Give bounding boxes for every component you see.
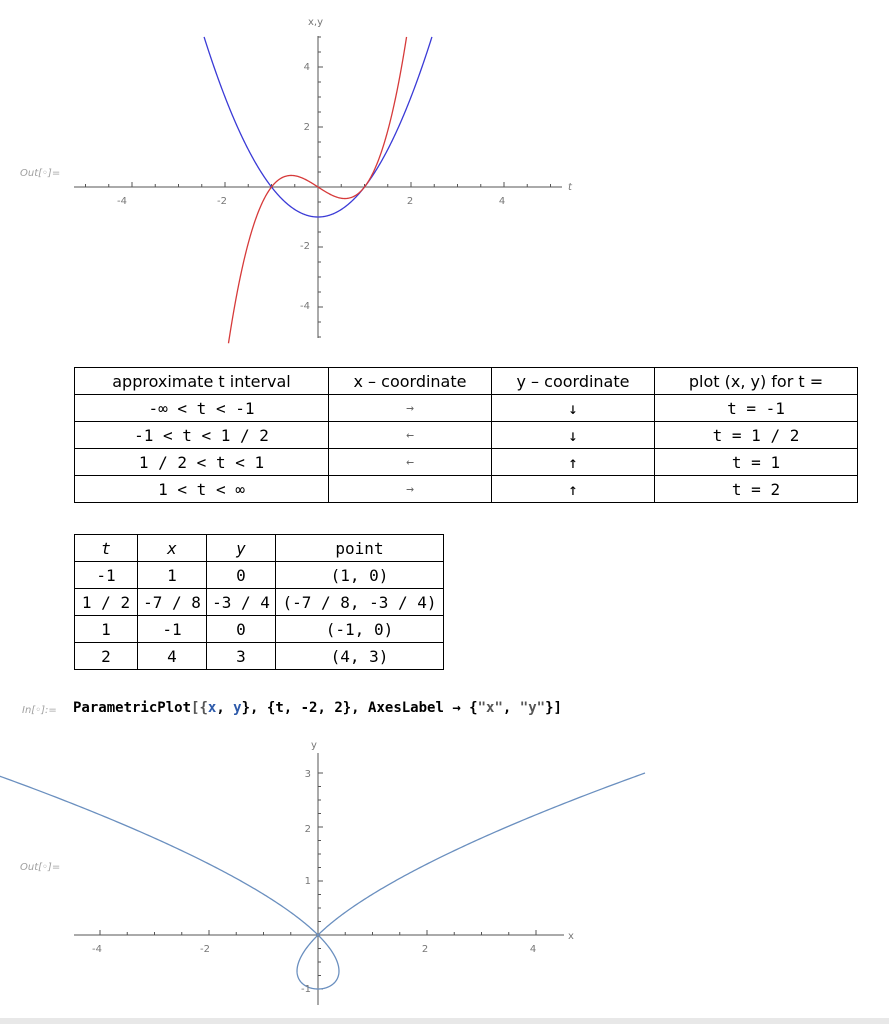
- table-cell: -1: [138, 616, 207, 643]
- code-string: "y": [519, 700, 546, 716]
- table-cell: 0: [207, 562, 276, 589]
- header-cell: approximate t interval: [75, 368, 329, 395]
- code-token: ,: [216, 700, 234, 716]
- table-row: [75, 422, 858, 449]
- table-cell: 1 / 2 < t < 1: [75, 449, 329, 476]
- plot-1-axis-label-xy: x,y: [308, 17, 324, 28]
- table-cell: →: [329, 476, 492, 503]
- header-cell: y – coordinate: [492, 368, 655, 395]
- points-table: [74, 534, 444, 670]
- table-cell: -1 < t < 1 / 2: [75, 422, 329, 449]
- table-cell: ↑: [492, 476, 655, 503]
- plot-1-axis-label-t: t: [568, 182, 572, 193]
- points-table-header: [75, 535, 444, 562]
- plot-1-ytick-label: -2: [300, 241, 310, 252]
- table-cell: ↓: [492, 395, 655, 422]
- table-row: [75, 449, 858, 476]
- plot-2-xtick-label: -4: [92, 944, 102, 955]
- code-token: }, {t, -2, 2}, AxesLabel → {: [241, 700, 478, 716]
- code-var-y: y: [233, 700, 242, 716]
- table-row: [75, 643, 444, 670]
- plot-2-ytick-label: 2: [304, 824, 311, 835]
- table-cell: 1 < t < ∞: [75, 476, 329, 503]
- input-code-cell[interactable]: [73, 700, 562, 716]
- plot-1-xtick-label: -4: [117, 196, 127, 207]
- plot-2-xtick-label: 4: [529, 944, 537, 955]
- table-row: [75, 476, 858, 503]
- direction-table-header: [75, 368, 858, 395]
- table-row: [75, 562, 444, 589]
- table-cell: 4: [138, 643, 207, 670]
- table-cell: →: [329, 395, 492, 422]
- table-cell: 3: [207, 643, 276, 670]
- code-token: }]: [545, 700, 562, 716]
- code-var-x: x: [207, 700, 217, 716]
- table-cell: 0: [207, 616, 276, 643]
- table-cell: 2: [75, 643, 138, 670]
- plot-2-xtick-label: -2: [200, 944, 210, 955]
- plot-1-ytick-label: 4: [303, 62, 310, 73]
- plot-2-axis-label-x: x: [568, 931, 574, 942]
- table-cell: t = 1 / 2: [655, 422, 858, 449]
- plot-1-xtick-label: 4: [498, 196, 506, 207]
- table-cell: ↓: [492, 422, 655, 449]
- table-cell: (1, 0): [276, 562, 444, 589]
- table-cell: t = -1: [655, 395, 858, 422]
- table-row: [75, 616, 444, 643]
- plot-1-xtick-label: -2: [217, 196, 227, 207]
- plot-1-ytick-label: -4: [300, 301, 310, 312]
- header-cell: t: [75, 535, 138, 562]
- table-cell: -1: [75, 562, 138, 589]
- header-cell: x – coordinate: [329, 368, 492, 395]
- table-cell: (-1, 0): [276, 616, 444, 643]
- code-function: ParametricPlot: [73, 700, 192, 716]
- code-token: ,: [502, 700, 520, 716]
- table-cell: ←: [329, 449, 492, 476]
- table-row: [75, 589, 444, 616]
- out-label-2: Out[◦]=: [20, 862, 61, 873]
- plot-1: [0, 0, 889, 345]
- table-cell: 1 / 2: [75, 589, 138, 616]
- table-cell: -3 / 4: [207, 589, 276, 616]
- table-cell: ←: [329, 422, 492, 449]
- in-label: In[◦]:=: [22, 705, 57, 716]
- out-label-1: Out[◦]=: [20, 168, 61, 179]
- table-row: [75, 395, 858, 422]
- plot-1-ytick-label: 2: [303, 122, 310, 133]
- table-cell: -∞ < t < -1: [75, 395, 329, 422]
- plot-2-ytick-label: 3: [304, 769, 311, 780]
- code-string: "x": [477, 700, 503, 716]
- header-cell: plot (x, y) for t =: [655, 368, 858, 395]
- plot-2-ytick-label: -1: [301, 984, 311, 995]
- header-cell: point: [276, 535, 444, 562]
- direction-table: [74, 367, 858, 503]
- table-cell: t = 2: [655, 476, 858, 503]
- table-cell: -7 / 8: [138, 589, 207, 616]
- plot-2-axis-label-y: y: [311, 740, 317, 751]
- plot-1-xtick-label: 2: [406, 196, 414, 207]
- plot-2-ytick-label: 1: [304, 876, 311, 887]
- plot-2: [0, 735, 889, 1015]
- table-cell: (-7 / 8, -3 / 4): [276, 589, 444, 616]
- header-cell: x: [138, 535, 207, 562]
- table-cell: (4, 3): [276, 643, 444, 670]
- table-cell: 1: [138, 562, 207, 589]
- plot-2-xtick-label: 2: [421, 944, 429, 955]
- bottom-scroll-bar[interactable]: [0, 1018, 889, 1024]
- header-cell: y: [207, 535, 276, 562]
- table-cell: ↑: [492, 449, 655, 476]
- table-cell: t = 1: [655, 449, 858, 476]
- code-token: [{: [191, 700, 208, 716]
- table-cell: 1: [75, 616, 138, 643]
